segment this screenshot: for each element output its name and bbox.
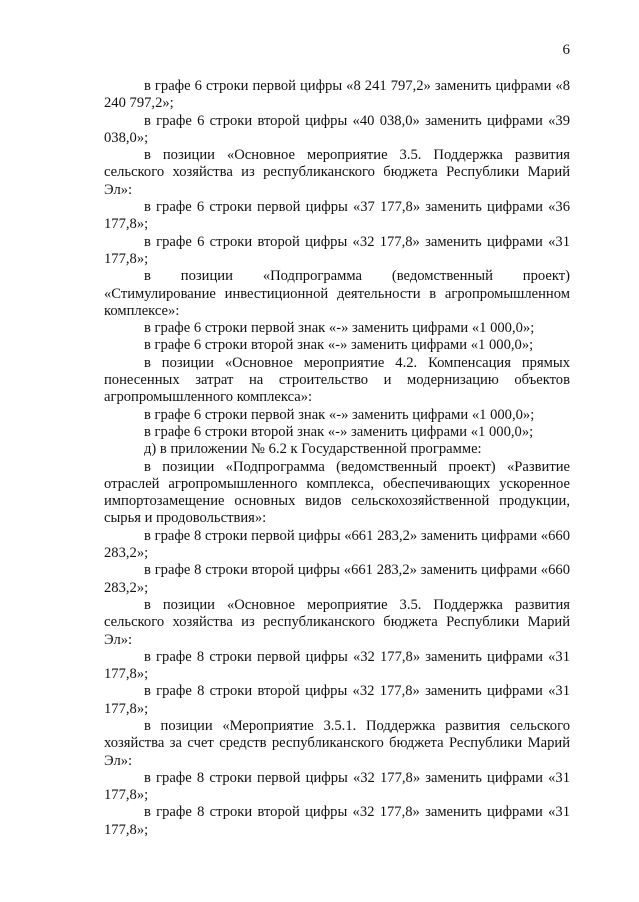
paragraph: д) в приложении № 6.2 к Государственной программе: <box>144 441 482 458</box>
paragraph: в графе 8 строки первой цифры «32 177,8» заменить цифрами «31 177,8»; <box>104 769 570 804</box>
paragraph: в позиции «Подпрограмма (ведомственный проект) «Развитие отраслей агропромышленного комплекса, обеспечивающих ускоренное импортозамещение основных видов сельскохозяйственной продукции, сырья и продовольствия»: <box>104 458 570 527</box>
paragraph: в позиции «Мероприятие 3.5.1. Поддержка развития сельского хозяйства за счет средств республиканского бюджета Республики Марий Эл»: <box>104 717 570 769</box>
paragraph: в позиции «Подпрограмма (ведомственный проект) «Стимулирование инвестиционной деятельности в агропромышленном комплексе»: <box>104 268 570 319</box>
paragraph: в графе 6 строки второй знак «-» заменить цифрами «1 000,0»; <box>144 423 534 440</box>
paragraph: в графе 6 строки первой знак «-» заменить цифрами «1 000,0»; <box>144 406 535 423</box>
paragraph: в графе 6 строки второй цифры «40 038,0» заменить цифрами «39 038,0»; <box>104 112 570 146</box>
document-body <box>104 78 570 839</box>
paragraph: в позиции «Основное мероприятие 4.2. Компенсация прямых понесенных затрат на строительство и модернизацию объектов агропромышленного комплекса»: <box>104 354 570 406</box>
paragraph: в графе 6 строки второй знак «-» заменить цифрами «1 000,0»; <box>144 337 534 354</box>
paragraph: в графе 6 строки первой цифры «37 177,8» заменить цифрами «36 177,8»; <box>104 199 570 233</box>
paragraph: в позиции «Основное мероприятие 3.5. Поддержка развития сельского хозяйства из республиканского бюджета Республики Марий Эл»: <box>104 596 570 648</box>
paragraph: в графе 8 строки первой цифры «32 177,8» заменить цифрами «31 177,8»; <box>104 648 570 683</box>
paragraph: в графе 6 строки второй цифры «32 177,8» заменить цифрами «31 177,8»; <box>104 233 570 267</box>
page-number: 6 <box>562 42 570 58</box>
paragraph: в графе 8 строки второй цифры «32 177,8» заменить цифрами «31 177,8»; <box>104 804 570 838</box>
paragraph: в графе 8 строки первой цифры «661 283,2» заменить цифрами «660 283,2»; <box>104 527 570 562</box>
paragraph: в графе 6 строки первой знак «-» заменить цифрами «1 000,0»; <box>144 320 535 337</box>
paragraph: в графе 8 строки второй цифры «661 283,2» заменить цифрами «660 283,2»; <box>104 562 570 596</box>
paragraph: в графе 8 строки второй цифры «32 177,8» заменить цифрами «31 177,8»; <box>104 683 570 717</box>
paragraph: в позиции «Основное мероприятие 3.5. Поддержка развития сельского хозяйства из республиканского бюджета Республики Марий Эл»: <box>104 147 570 198</box>
paragraph: в графе 6 строки первой цифры «8 241 797,2» заменить цифрами «8 240 797,2»; <box>104 78 570 112</box>
